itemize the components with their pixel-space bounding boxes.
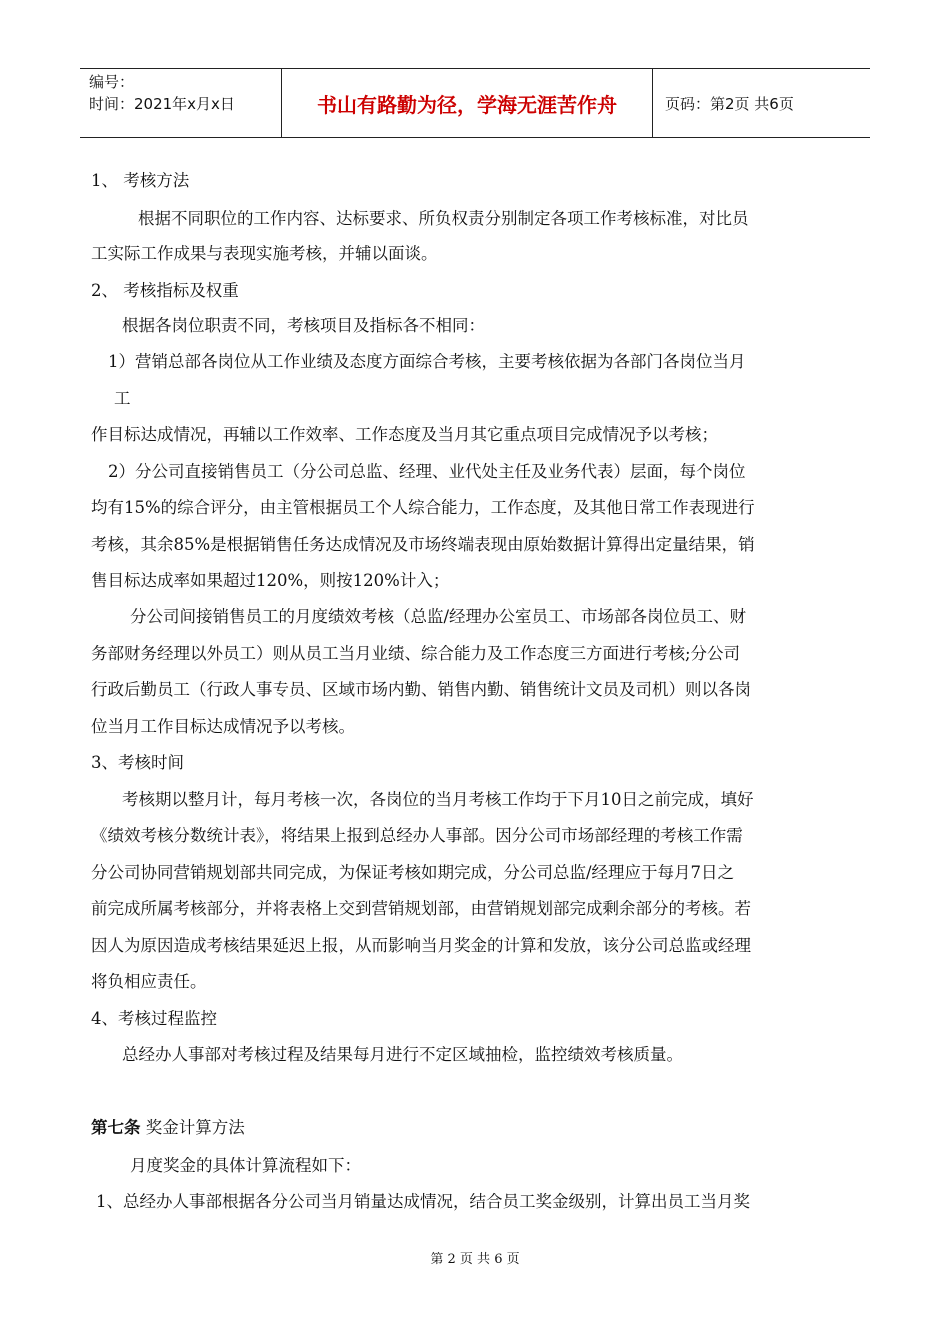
paragraph-line: 根据不同职位的工作内容、达标要求、所负权责分别制定各项工作考核标准，对比员 [138,209,749,228]
section-heading-monitoring: 4、考核过程监控 [91,1009,217,1028]
paragraph-line: 行政后勤员工（行政人事专员、区域市场内勤、销售内勤、销售统计文员及司机）则以各岗 [91,680,751,699]
paragraph-line: 工实际工作成果与表现实施考核，并辅以面谈。 [91,244,438,263]
section-heading-time: 3、考核时间 [91,753,184,772]
paragraph-line: 工 [114,389,131,408]
article-heading [91,1118,245,1138]
paragraph-line: 分公司协同营销规划部共同完成，为保证考核如期完成，分公司总监/经理应于每月7日之 [91,863,735,882]
header-motto: 书山有路勤为径，学海无涯苦作舟 [281,69,653,137]
paragraph-line: 根据各岗位职责不同，考核项目及指标各不相同： [122,316,485,335]
doc-number-label: 编号： [89,73,135,91]
paragraph-line: 2）分公司直接销售员工（分公司总监、经理、业代处主任及业务代表）层面，每个岗位 [108,462,746,481]
paragraph-line: 考核期以整月计，每月考核一次，各岗位的当月考核工作均于下月10日之前完成，填好 [122,790,754,809]
paragraph-line: 将负相应责任。 [91,972,207,991]
paragraph-line: 分公司间接销售员工的月度绩效考核（总监/经理办公室员工、市场部各岗位员工、财 [130,607,747,626]
page-header [80,68,870,138]
paragraph-line: 1）营销总部各岗位从工作业绩及态度方面综合考核，主要考核依据为各部门各岗位当月 [108,352,746,371]
header-page-info: 页码：第2页 共6页 [665,94,794,113]
paragraph-line: 月度奖金的具体计算流程如下： [130,1156,361,1175]
paragraph-line: 售目标达成率如果超过120%，则按120%计入； [91,571,450,590]
page-footer: 第 2 页 共 6 页 [430,1252,520,1267]
article-title: 奖金计算方法 [145,1118,245,1137]
paragraph-line: 均有15%的综合评分，由主管根据员工个人综合能力，工作态度，及其他日常工作表现进行 [91,498,755,517]
paragraph-line: 务部财务经理以外员工）则从员工当月业绩、综合能力及工作态度三方面进行考核;分公司 [91,644,741,663]
paragraph-line: 考核，其余85%是根据销售任务达成情况及市场终端表现由原始数据计算得出定量结果，销 [91,535,755,554]
article-label: 第七条 [91,1118,141,1137]
paragraph-line: 前完成所属考核部分，并将表格上交到营销规划部，由营销规划部完成剩余部分的考核。若 [91,899,751,918]
paragraph-line: 位当月工作目标达成情况予以考核。 [91,717,355,736]
paragraph-line: 总经办人事部对考核过程及结果每月进行不定区域抽检，监控绩效考核质量。 [122,1045,683,1064]
paragraph-line: 作目标达成情况，再辅以工作效率、工作态度及当月其它重点项目完成情况予以考核； [91,425,718,444]
paragraph-line: 1、总经办人事部根据各分公司当月销量达成情况，结合员工奖金级别，计算出员工当月奖 [96,1192,750,1211]
section-heading-indicators: 2、 考核指标及权重 [91,281,239,300]
paragraph-line: 因人为原因造成考核结果延迟上报，从而影响当月奖金的计算和发放，该分公司总监或经理 [91,936,751,955]
paragraph-line: 《绩效考核分数统计表》，将结果上报到总经办人事部。因分公司市场部经理的考核工作需 [91,826,743,845]
header-meta [80,69,281,137]
doc-date: 时间：2021年x月x日 [89,95,235,113]
section-heading-method: 1、 考核方法 [91,171,190,190]
